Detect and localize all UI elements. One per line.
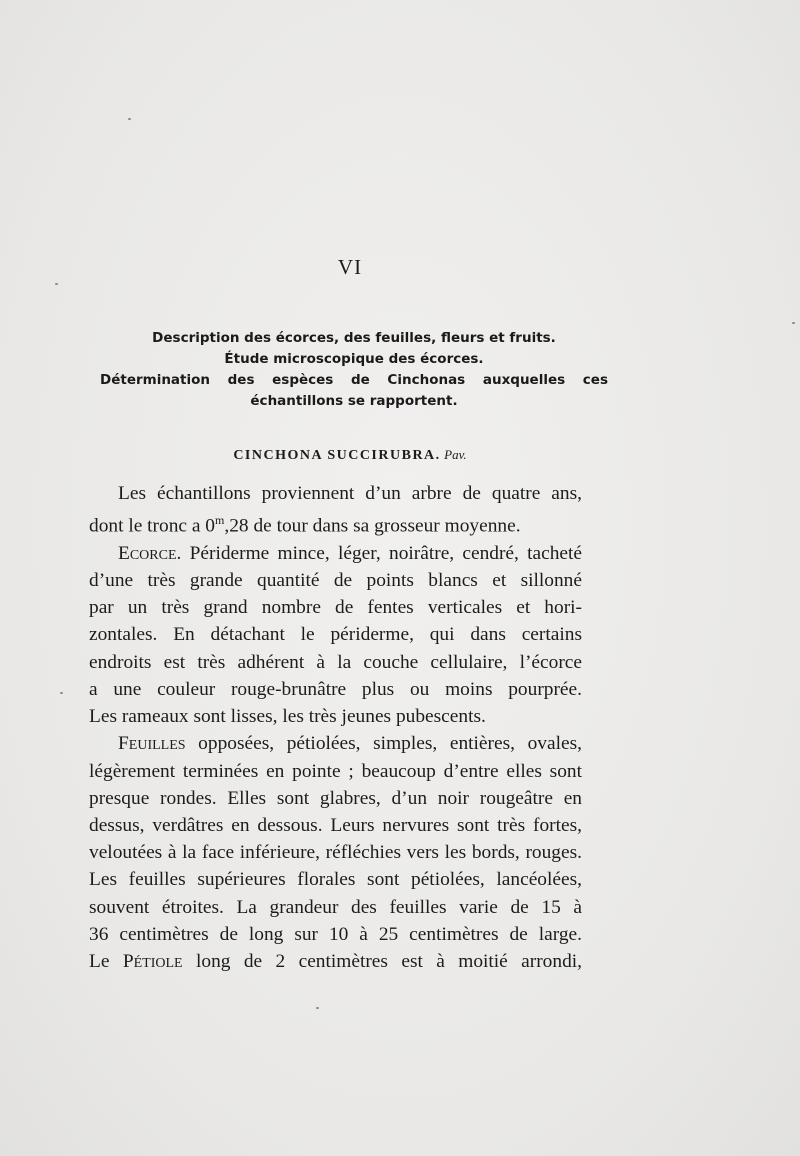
scan-speck	[792, 322, 795, 324]
summary-line: Étude microscopique des écorces.	[224, 351, 484, 367]
text-run: . Périderme mince, léger, noirâtre, cendré, tacheté	[176, 542, 582, 564]
text-line	[89, 507, 582, 540]
text-line	[89, 730, 582, 757]
text-line: presque rondes. Elles sont glabres, d’un noir rougeâtre en	[89, 787, 582, 809]
species-heading	[0, 447, 700, 464]
text-run: long de 2 centimètres est à moitié arrondi,	[182, 950, 583, 972]
summary-line: Détermination des espèces de Cinchonas auxquelles ces	[100, 372, 608, 388]
text-line: Les échantillons proviennent d’un arbre de quatre ans,	[118, 483, 582, 504]
superscript: m	[215, 513, 225, 528]
species-name: CINCHONA SUCCIRUBRA.	[233, 448, 441, 463]
text-line: par un très grand nombre de fentes verticales et hori-	[89, 597, 582, 619]
text-line: Les rameaux sont lisses, les très jeunes pubescents.	[89, 706, 486, 728]
text-line: endroits est très adhérent à la couche cellulaire, l’écorce	[89, 651, 582, 673]
text-line: Les feuilles supérieures florales sont pétiolées, lancéolées,	[89, 869, 582, 891]
scan-speck	[316, 1007, 319, 1009]
chapter-number: VI	[337, 255, 363, 279]
text-line	[89, 540, 582, 567]
text-line: dessus, verdâtres en dessous. Leurs nervures sont très fortes,	[89, 814, 582, 836]
text-run: ,28 de tour dans sa grosseur moyenne.	[224, 515, 521, 537]
species-author: Pav.	[444, 447, 467, 462]
summary-line: échantillons se rapportent.	[250, 393, 458, 409]
scan-speck	[128, 118, 131, 120]
text-line: zontales. En détachant le périderme, qui dans certains	[89, 624, 582, 646]
text-line: légèrement terminées en pointe ; beaucoup d’entre elles sont	[89, 760, 582, 782]
paragraph-term: Ecorce	[118, 542, 177, 564]
text-line	[89, 948, 582, 975]
paragraph-term: Feuilles	[118, 733, 186, 755]
text-line: a une couleur rouge-brunâtre plus ou moins pourprée.	[89, 678, 582, 700]
body-text	[89, 480, 582, 975]
text-run: Le	[89, 950, 123, 972]
paragraph-term: Pétiole	[122, 950, 183, 972]
text-run: opposées, pétiolées, simples, entières, ovales,	[185, 733, 582, 755]
text-run: dont le tronc a 0	[89, 515, 216, 537]
summary-line: Description des écorces, des feuilles, fleurs et fruits.	[152, 330, 556, 346]
scan-speck	[60, 692, 63, 694]
text-line: veloutées à la face inférieure, réfléchies vers les bords, rouges.	[89, 842, 582, 864]
text-line: 36 centimètres de long sur 10 à 25 centimètres de large.	[89, 923, 582, 945]
text-line: souvent étroites. La grandeur des feuilles varie de 15 à	[89, 896, 582, 918]
scan-speck	[55, 283, 58, 285]
chapter-summary	[100, 328, 608, 412]
text-line: d’une très grande quantité de points blancs et sillonné	[89, 570, 582, 592]
